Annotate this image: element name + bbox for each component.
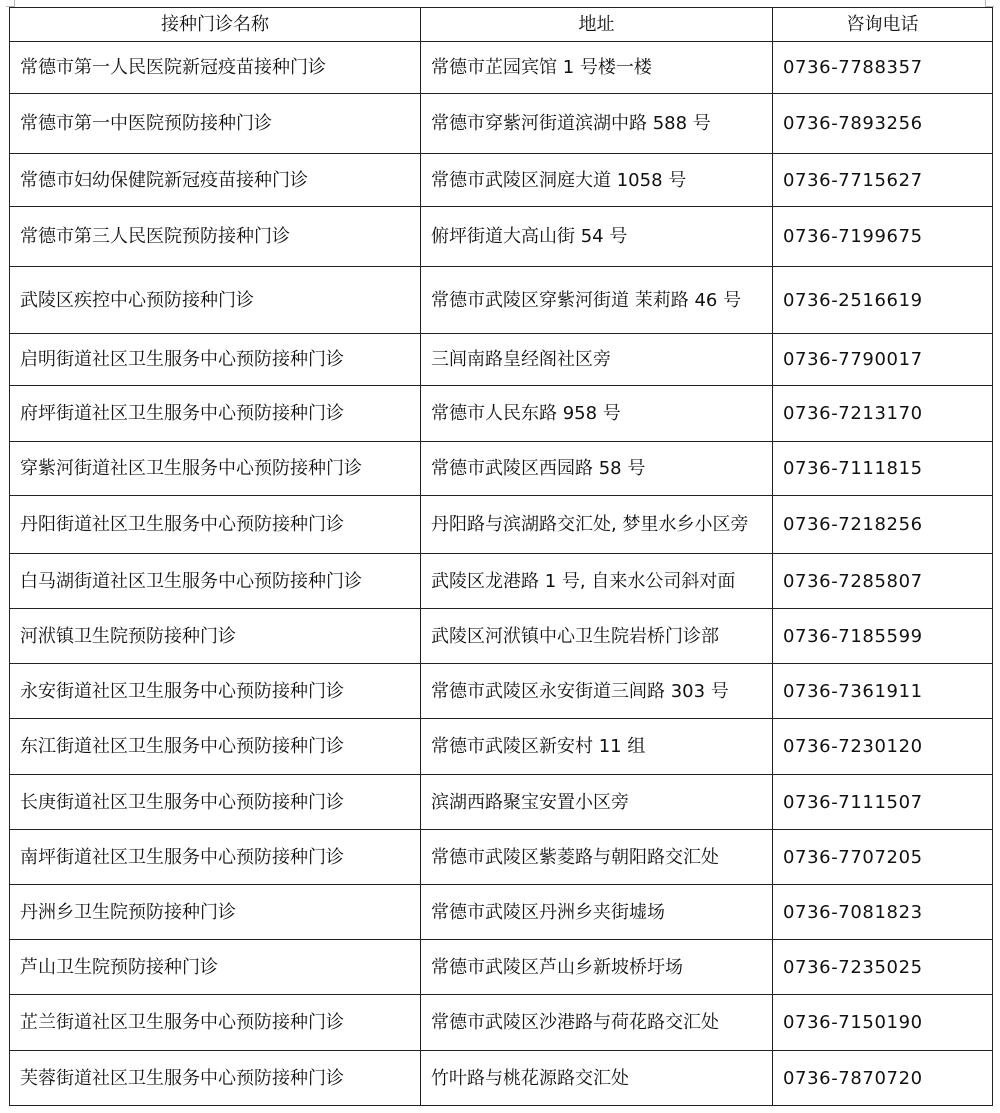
phone-cell: 0736-7150190 [773,995,993,1051]
table-row [10,609,993,664]
phone-cell: 0736-7185599 [773,609,993,664]
address-cell: 滨湖西路聚宝安置小区旁 [421,775,773,830]
header-phone: 咨询电话 [773,8,993,42]
address-cell: 丹阳路与滨湖路交汇处, 梦里水乡小区旁 [421,496,773,554]
table-row [10,719,993,775]
phone-cell: 0736-7788357 [773,42,993,94]
address-cell: 三闾南路皇经阁社区旁 [421,334,773,386]
table-row [10,94,993,154]
address-cell: 常德市武陵区穿紫河街道 茉莉路 46 号 [421,267,773,334]
phone-cell: 0736-2516619 [773,267,993,334]
clinic-name-cell: 永安街道社区卫生服务中心预防接种门诊 [10,664,421,719]
phone-cell: 0736-7111507 [773,775,993,830]
phone-cell: 0736-7361911 [773,664,993,719]
clinic-name-cell: 常德市第三人民医院预防接种门诊 [10,207,421,267]
phone-cell: 0736-7213170 [773,386,993,442]
table-row [10,995,993,1051]
phone-cell: 0736-7285807 [773,554,993,609]
header-clinic-name: 接种门诊名称 [10,8,421,42]
phone-cell: 0736-7081823 [773,885,993,940]
clinic-name-cell: 常德市妇幼保健院新冠疫苗接种门诊 [10,154,421,207]
table-row [10,940,993,995]
clinic-name-cell: 穿紫河街道社区卫生服务中心预防接种门诊 [10,442,421,496]
phone-cell: 0736-7235025 [773,940,993,995]
address-cell: 武陵区龙港路 1 号, 自来水公司斜对面 [421,554,773,609]
address-cell: 俯坪街道大高山街 54 号 [421,207,773,267]
address-cell: 常德市芷园宾馆 1 号楼一楼 [421,42,773,94]
vaccination-clinic-table [9,7,993,1106]
address-cell: 常德市武陵区永安街道三闾路 303 号 [421,664,773,719]
table-row [10,496,993,554]
phone-cell: 0736-7230120 [773,719,993,775]
table-row [10,42,993,94]
table-row [10,1051,993,1106]
phone-cell: 0736-7199675 [773,207,993,267]
clinic-name-cell: 南坪街道社区卫生服务中心预防接种门诊 [10,830,421,885]
table-row [10,154,993,207]
phone-cell: 0736-7893256 [773,94,993,154]
phone-cell: 0736-7111815 [773,442,993,496]
clinic-name-cell: 丹洲乡卫生院预防接种门诊 [10,885,421,940]
address-cell: 常德市武陵区西园路 58 号 [421,442,773,496]
clinic-name-cell: 常德市第一中医院预防接种门诊 [10,94,421,154]
address-cell: 常德市武陵区沙港路与荷花路交汇处 [421,995,773,1051]
table-row [10,830,993,885]
address-cell: 常德市穿紫河街道滨湖中路 588 号 [421,94,773,154]
address-cell: 常德市人民东路 958 号 [421,386,773,442]
address-cell: 常德市武陵区新安村 11 组 [421,719,773,775]
clinic-name-cell: 河洑镇卫生院预防接种门诊 [10,609,421,664]
phone-cell: 0736-7790017 [773,334,993,386]
table-row [10,554,993,609]
table-row [10,775,993,830]
table-row [10,207,993,267]
phone-cell: 0736-7707205 [773,830,993,885]
phone-cell: 0736-7870720 [773,1051,993,1106]
address-cell: 常德市武陵区丹洲乡夹街墟场 [421,885,773,940]
clinic-name-cell: 东江街道社区卫生服务中心预防接种门诊 [10,719,421,775]
table-row [10,267,993,334]
clinic-name-cell: 武陵区疾控中心预防接种门诊 [10,267,421,334]
corner-crop-mark-right [985,0,994,7]
clinic-name-cell: 长庚街道社区卫生服务中心预防接种门诊 [10,775,421,830]
clinic-name-cell: 芷兰街道社区卫生服务中心预防接种门诊 [10,995,421,1051]
address-cell: 常德市武陵区紫菱路与朝阳路交汇处 [421,830,773,885]
clinic-name-cell: 府坪街道社区卫生服务中心预防接种门诊 [10,386,421,442]
table-row [10,386,993,442]
address-cell: 竹叶路与桃花源路交汇处 [421,1051,773,1106]
address-cell: 常德市武陵区芦山乡新坡桥圩场 [421,940,773,995]
clinic-name-cell: 启明街道社区卫生服务中心预防接种门诊 [10,334,421,386]
address-cell: 常德市武陵区洞庭大道 1058 号 [421,154,773,207]
clinic-name-cell: 白马湖街道社区卫生服务中心预防接种门诊 [10,554,421,609]
table-row [10,334,993,386]
clinic-name-cell: 常德市第一人民医院新冠疫苗接种门诊 [10,42,421,94]
clinic-name-cell: 芙蓉街道社区卫生服务中心预防接种门诊 [10,1051,421,1106]
table-row [10,442,993,496]
clinic-name-cell: 芦山卫生院预防接种门诊 [10,940,421,995]
clinic-name-cell: 丹阳街道社区卫生服务中心预防接种门诊 [10,496,421,554]
phone-cell: 0736-7218256 [773,496,993,554]
header-address: 地址 [421,8,773,42]
address-cell: 武陵区河洑镇中心卫生院岩桥门诊部 [421,609,773,664]
table-row [10,664,993,719]
table-row [10,885,993,940]
corner-crop-mark-left [6,0,15,7]
phone-cell: 0736-7715627 [773,154,993,207]
table-header-row [10,8,993,42]
